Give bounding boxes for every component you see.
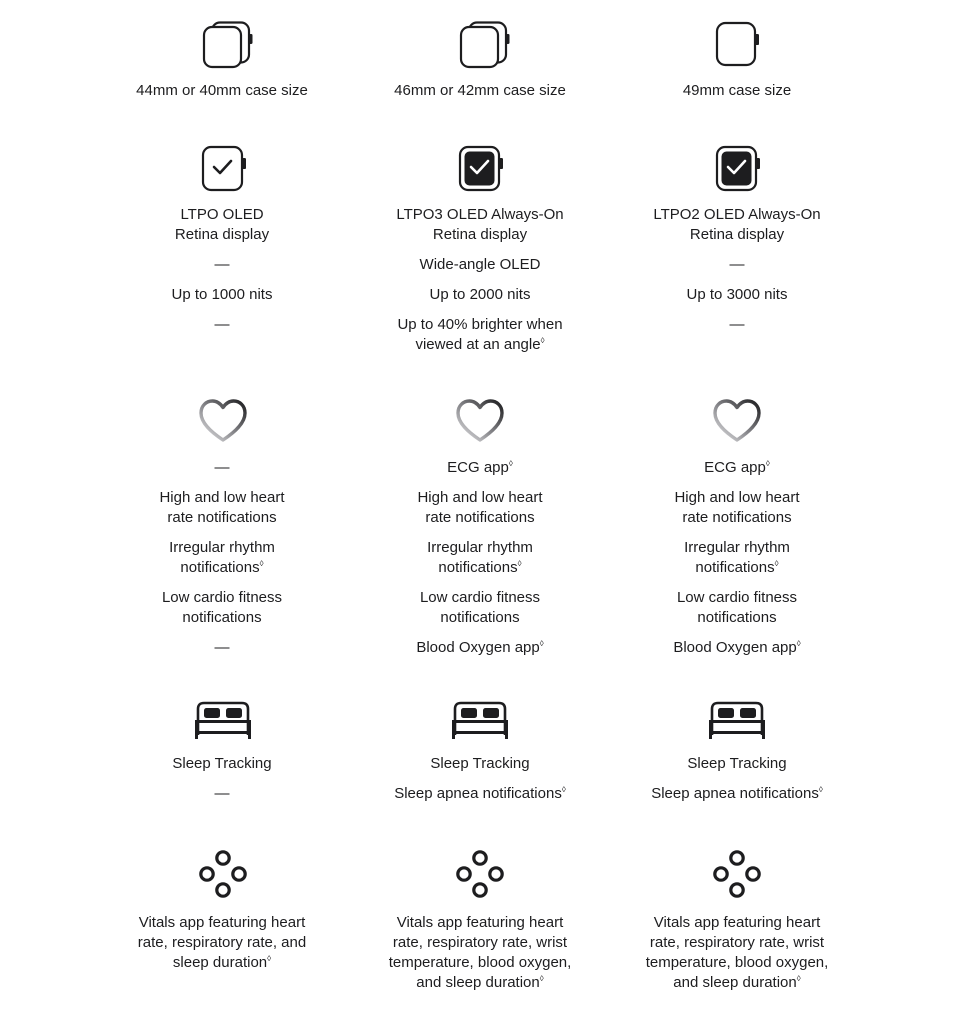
- bed-icon: [707, 700, 767, 742]
- display-type-line1: LTPO2 OLED Always-On: [653, 206, 821, 223]
- vitals-icon: [453, 847, 507, 901]
- heart-rate-notifications-line1: High and low heart: [674, 489, 800, 506]
- brightness-text: Up to 3000 nits: [686, 286, 788, 303]
- vitals-app-line2: rate, respiratory rate, wrist: [649, 934, 825, 951]
- irregular-rhythm-line2: notifications◊: [438, 559, 522, 576]
- display-type-line2: Retina display: [174, 226, 270, 243]
- footnote-mark: ◊: [561, 785, 566, 794]
- sleep-tracking-text: Sleep Tracking: [687, 755, 787, 772]
- irregular-rhythm-line1: Irregular rhythm: [427, 539, 533, 556]
- watch-case-stacked-icon: [457, 20, 513, 70]
- vitals-app-line3: temperature, blood oxygen,: [645, 954, 829, 971]
- wide-angle-oled-text: —: [214, 256, 230, 273]
- heart-icon: [454, 398, 506, 444]
- angle-brightness-line1: Up to 40% brighter when: [397, 316, 563, 333]
- heart-icon: [711, 398, 763, 444]
- cardio-fitness-line2: notifications: [440, 609, 520, 626]
- watch-checkmark-filled-icon: [714, 145, 764, 193]
- footnote-mark: ◊: [540, 336, 545, 345]
- wide-angle-oled-text: —: [729, 256, 745, 273]
- irregular-rhythm-line2: notifications◊: [695, 559, 779, 576]
- heart-rate-notifications-line2: rate notifications: [167, 509, 277, 526]
- display-type-line1: LTPO OLED: [180, 206, 264, 223]
- vitals-app-line2: rate, respiratory rate, and: [137, 934, 307, 951]
- angle-brightness-line2: viewed at an angle◊: [415, 336, 545, 353]
- watch-checkmark-outline-icon: [200, 145, 250, 193]
- vitals-app-line2: rate, respiratory rate, wrist: [392, 934, 568, 951]
- ecg-app-text: ECG app◊: [447, 459, 513, 476]
- bed-icon: [450, 700, 510, 742]
- blood-oxygen-text: Blood Oxygen app◊: [673, 639, 801, 656]
- footnote-mark: ◊: [796, 639, 801, 648]
- watch-checkmark-filled-icon: [457, 145, 507, 193]
- bed-icon: [193, 700, 253, 742]
- footnote-mark: ◊: [539, 974, 544, 983]
- footnote-mark: ◊: [539, 639, 544, 648]
- sleep-apnea-text: —: [214, 785, 230, 802]
- vitals-app-line1: Vitals app featuring heart: [396, 914, 564, 931]
- angle-brightness-text: —: [729, 316, 745, 333]
- angle-brightness-text: —: [214, 316, 230, 333]
- irregular-rhythm-line1: Irregular rhythm: [684, 539, 790, 556]
- heart-rate-notifications-line1: High and low heart: [417, 489, 543, 506]
- vitals-app-line1: Vitals app featuring heart: [138, 914, 306, 931]
- vitals-app-line4: and sleep duration◊: [673, 974, 801, 991]
- heart-rate-notifications-line2: rate notifications: [425, 509, 535, 526]
- footnote-mark: ◊: [818, 785, 823, 794]
- wide-angle-oled-text: Wide-angle OLED: [419, 256, 541, 273]
- ecg-app-text: ECG app◊: [704, 459, 770, 476]
- cardio-fitness-line1: Low cardio fitness: [676, 589, 798, 606]
- sleep-apnea-text: Sleep apnea notifications◊: [394, 785, 566, 802]
- cardio-fitness-line1: Low cardio fitness: [161, 589, 283, 606]
- watch-case-single-icon: [714, 20, 764, 70]
- display-type-line2: Retina display: [689, 226, 785, 243]
- ecg-app-text: —: [214, 459, 230, 476]
- watch-case-stacked-icon: [200, 20, 256, 70]
- footnote-mark: ◊: [796, 974, 801, 983]
- heart-rate-notifications-line2: rate notifications: [682, 509, 792, 526]
- heart-rate-notifications-line1: High and low heart: [159, 489, 285, 506]
- blood-oxygen-text: Blood Oxygen app◊: [416, 639, 544, 656]
- display-type-line2: Retina display: [432, 226, 528, 243]
- vitals-icon: [196, 847, 250, 901]
- irregular-rhythm-line1: Irregular rhythm: [169, 539, 275, 556]
- display-type-line1: LTPO3 OLED Always-On: [396, 206, 564, 223]
- vitals-app-line3: temperature, blood oxygen,: [388, 954, 572, 971]
- blood-oxygen-text: —: [214, 639, 230, 656]
- cardio-fitness-line2: notifications: [697, 609, 777, 626]
- sleep-tracking-text: Sleep Tracking: [430, 755, 530, 772]
- heart-icon: [197, 398, 249, 444]
- case-size-text: 44mm or 40mm case size: [136, 82, 308, 99]
- footnote-mark: ◊: [517, 559, 522, 568]
- footnote-mark: ◊: [765, 459, 770, 468]
- footnote-mark: ◊: [508, 459, 513, 468]
- brightness-text: Up to 2000 nits: [429, 286, 531, 303]
- irregular-rhythm-line2: notifications◊: [180, 559, 264, 576]
- vitals-icon: [710, 847, 764, 901]
- footnote-mark: ◊: [259, 559, 264, 568]
- sleep-apnea-text: Sleep apnea notifications◊: [651, 785, 823, 802]
- footnote-mark: ◊: [774, 559, 779, 568]
- brightness-text: Up to 1000 nits: [171, 286, 273, 303]
- vitals-app-line3: sleep duration◊: [172, 954, 272, 971]
- case-size-text: 46mm or 42mm case size: [394, 82, 566, 99]
- cardio-fitness-line2: notifications: [182, 609, 262, 626]
- vitals-app-line4: and sleep duration◊: [416, 974, 544, 991]
- footnote-mark: ◊: [267, 954, 272, 963]
- vitals-app-line1: Vitals app featuring heart: [653, 914, 821, 931]
- cardio-fitness-line1: Low cardio fitness: [419, 589, 541, 606]
- case-size-text: 49mm case size: [682, 82, 792, 99]
- sleep-tracking-text: Sleep Tracking: [172, 755, 272, 772]
